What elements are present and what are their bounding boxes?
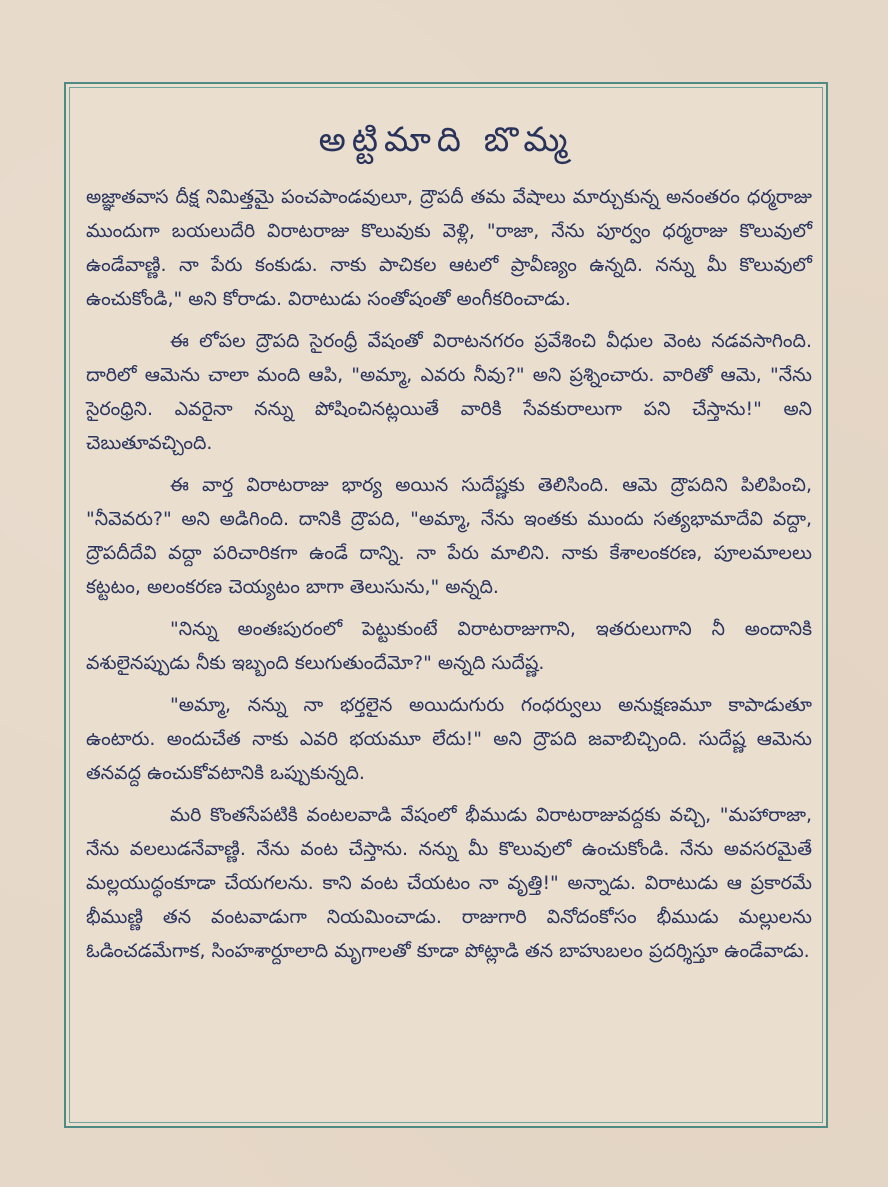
story-body: [86, 180, 812, 976]
paragraph-5: "అమ్మా, నన్ను నా భర్తలైన అయిదుగురు గంధర్వులు అనుక్షణమూ కాపాడుతూ ఉంటారు. అందుచేత నాకు ఎవరి భయమూ లేదు!" అని ద్రౌపది జవాబిచ్చింది. సుదేష్ణ ఆమెను తనవద్ద ఉంచుకోవటానికి ఒప్పుకున్నది.: [86, 694, 812, 784]
page-border-frame: [64, 82, 828, 1128]
story-title: అట్టిమాది బొమ్మ: [318, 120, 574, 160]
paragraph-3: ఈ వార్త విరాటరాజు భార్య అయిన సుదేష్ణకు తెలిసింది. ఆమె ద్రౌపదిని పిలిపించి, "నీవెవరు?" అని అడిగింది. దానికి ద్రౌపది, "అమ్మా, నేను ఇంతకు ముందు సత్యభామాదేవి వద్దా, ద్రౌపదీదేవి వద్దా పరిచారికగా ఉండే దాన్ని. నా పేరు మాలిని. నాకు కేశాలంకరణ, పూలమాలలు కట్టటం, అలంకరణ చెయ్యటం బాగా తెలుసును," అన్నది.: [86, 474, 812, 598]
paragraph-6: మరి కొంతసేపటికి వంటలవాడి వేషంలో భీముడు విరాటరాజువద్దకు వచ్చి, "మహారాజా, నేను వలలుడనేవాణ్ణి. నేను వంట చేస్తాను. నన్ను మీ కొలువులో ఉంచుకోండి. నేను అవసరమైతే మల్లయుద్ధంకూడా చేయగలను. కాని వంట చేయటం నా వృత్తి!" అన్నాడు. విరాటుడు ఆ ప్రకారమే భీముణ్ణి తన వంటవాడుగా నియమించాడు. రాజుగారి వినోదంకోసం భీముడు మల్లులను ఓడించడమేగాక, సింహశార్దూలాది మృగాలతో కూడా పోట్లాడి తన బాహుబలం ప్రదర్శిస్తూ ఉండేవాడు.: [86, 804, 812, 962]
paragraph-2: ఈ లోపల ద్రౌపది సైరంధ్రీ వేషంతో విరాటనగరం ప్రవేశించి వీధుల వెంట నడవసాగింది. దారిలో ఆమెను చాలా మంది ఆపి, "అమ్మా, ఎవరు నీవు?" అని ప్రశ్నించారు. వారితో ఆమె, "నేను సైరంధ్రిని. ఎవరైనా నన్ను పోషించినట్లయితే వారికి సేవకురాలుగా పని చేస్తాను!" అని చెబుతూవచ్చింది.: [86, 330, 812, 454]
paragraph-4: "నిన్ను అంతఃపురంలో పెట్టుకుంటే విరాటరాజుగాని, ఇతరులుగాని నీ అందానికి వశులైనప్పుడు నీకు ఇబ్బంది కలుగుతుందేమో?" అన్నది సుదేష్ణ.: [86, 618, 812, 674]
paragraph-1: అజ్ఞాతవాస దీక్ష నిమిత్తమై పంచపాండవులూ, ద్రౌపదీ తమ వేషాలు మార్చుకున్న అనంతరం ధర్మరాజు ముందుగా బయలుదేరి విరాటరాజు కొలువుకు వెళ్లి, "రాజా, నేను పూర్వం ధర్మరాజు కొలువులో ఉండేవాణ్ణి. నా పేరు కంకుడు. నాకు పాచికల ఆటలో ప్రావీణ్యం ఉన్నది. నన్ను మీ కొలువులో ఉంచుకోండి," అని కోరాడు. విరాటుడు సంతోషంతో అంగీకరించాడు.: [86, 186, 812, 310]
